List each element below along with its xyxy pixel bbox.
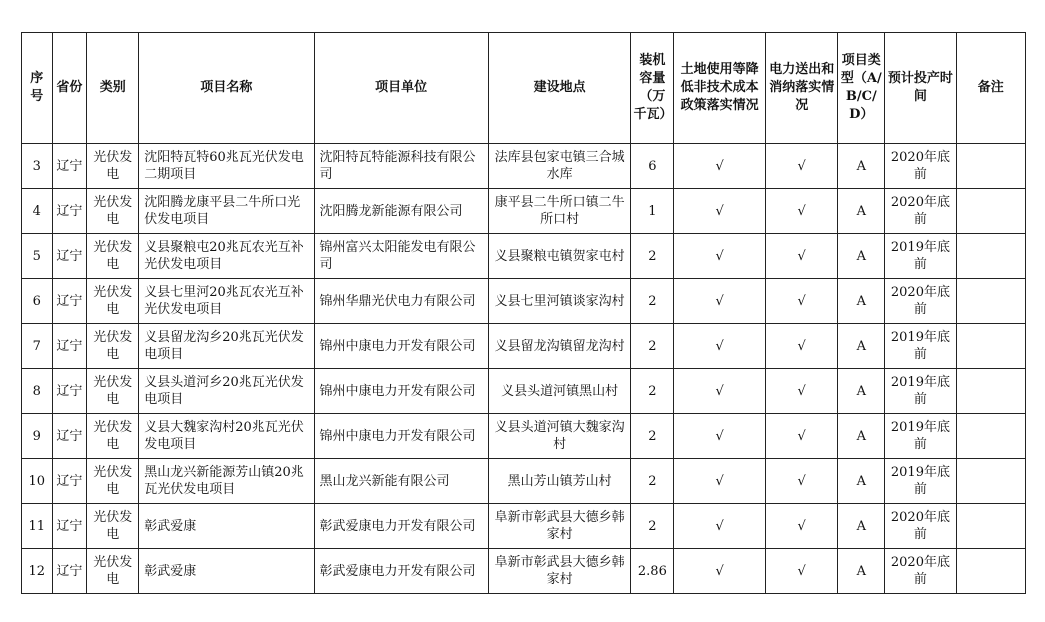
- header-land-policy: 土地使用等降低非技术成本政策落实情况: [674, 33, 766, 144]
- cell-land-policy: √: [674, 549, 766, 594]
- table-row: [22, 504, 1026, 549]
- cell-category: 光伏发电: [87, 459, 139, 504]
- cell-note: [956, 504, 1025, 549]
- cell-name: 义县留龙沟乡20兆瓦光伏发电项目: [139, 324, 314, 369]
- cell-time: 2019年底前: [885, 324, 956, 369]
- cell-type: A: [838, 369, 885, 414]
- cell-time: 2020年底前: [885, 504, 956, 549]
- cell-capacity: 2: [631, 414, 674, 459]
- table-row: [22, 189, 1026, 234]
- table-row: [22, 414, 1026, 459]
- header-type: 项目类型（A/B/C/D）: [838, 33, 885, 144]
- cell-location: 阜新市彰武县大德乡韩家村: [488, 549, 631, 594]
- cell-name: 黑山龙兴新能源芳山镇20兆瓦光伏发电项目: [139, 459, 314, 504]
- cell-capacity: 6: [631, 144, 674, 189]
- cell-note: [956, 324, 1025, 369]
- table-row: [22, 369, 1026, 414]
- cell-name: 沈阳特瓦特60兆瓦光伏发电二期项目: [139, 144, 314, 189]
- cell-land-policy: √: [674, 279, 766, 324]
- header-name: 项目名称: [139, 33, 314, 144]
- cell-power-delivery: √: [766, 279, 838, 324]
- cell-type: A: [838, 144, 885, 189]
- cell-power-delivery: √: [766, 369, 838, 414]
- table-row: [22, 279, 1026, 324]
- cell-location: 阜新市彰武县大德乡韩家村: [488, 504, 631, 549]
- cell-time: 2020年底前: [885, 144, 956, 189]
- cell-power-delivery: √: [766, 549, 838, 594]
- cell-seq: 6: [22, 279, 53, 324]
- cell-name: 彰武爱康: [139, 549, 314, 594]
- cell-province: 辽宁: [52, 279, 87, 324]
- header-time: 预计投产时间: [885, 33, 956, 144]
- cell-type: A: [838, 234, 885, 279]
- cell-seq: 11: [22, 504, 53, 549]
- cell-location: 义县聚粮屯镇贺家屯村: [488, 234, 631, 279]
- cell-note: [956, 459, 1025, 504]
- cell-time: 2020年底前: [885, 549, 956, 594]
- cell-province: 辽宁: [52, 144, 87, 189]
- header-province: 省份: [52, 33, 87, 144]
- cell-capacity: 2: [631, 504, 674, 549]
- cell-time: 2019年底前: [885, 414, 956, 459]
- cell-land-policy: √: [674, 459, 766, 504]
- cell-note: [956, 549, 1025, 594]
- cell-power-delivery: √: [766, 414, 838, 459]
- cell-land-policy: √: [674, 369, 766, 414]
- cell-capacity: 1: [631, 189, 674, 234]
- cell-seq: 5: [22, 234, 53, 279]
- header-category: 类别: [87, 33, 139, 144]
- header-note: 备注: [956, 33, 1025, 144]
- header-capacity: 装机容量（万千瓦）: [631, 33, 674, 144]
- cell-power-delivery: √: [766, 459, 838, 504]
- cell-category: 光伏发电: [87, 504, 139, 549]
- cell-type: A: [838, 504, 885, 549]
- cell-power-delivery: √: [766, 504, 838, 549]
- cell-type: A: [838, 459, 885, 504]
- cell-type: A: [838, 549, 885, 594]
- table-row: [22, 549, 1026, 594]
- cell-category: 光伏发电: [87, 189, 139, 234]
- cell-note: [956, 144, 1025, 189]
- cell-unit: 锦州中康电力开发有限公司: [314, 414, 488, 459]
- cell-power-delivery: √: [766, 144, 838, 189]
- cell-time: 2019年底前: [885, 234, 956, 279]
- cell-name: 彰武爱康: [139, 504, 314, 549]
- cell-note: [956, 414, 1025, 459]
- cell-location: 康平县二牛所口镇二牛所口村: [488, 189, 631, 234]
- cell-power-delivery: √: [766, 189, 838, 234]
- cell-unit: 彰武爱康电力开发有限公司: [314, 549, 488, 594]
- cell-seq: 3: [22, 144, 53, 189]
- project-table: [21, 32, 1026, 594]
- cell-location: 法库县包家屯镇三合城水库: [488, 144, 631, 189]
- cell-name: 沈阳腾龙康平县二牛所口光伏发电项目: [139, 189, 314, 234]
- cell-location: 黑山芳山镇芳山村: [488, 459, 631, 504]
- cell-province: 辽宁: [52, 504, 87, 549]
- cell-unit: 黑山龙兴新能有限公司: [314, 459, 488, 504]
- cell-note: [956, 189, 1025, 234]
- cell-category: 光伏发电: [87, 279, 139, 324]
- cell-location: 义县留龙沟镇留龙沟村: [488, 324, 631, 369]
- cell-province: 辽宁: [52, 234, 87, 279]
- cell-category: 光伏发电: [87, 369, 139, 414]
- cell-unit: 锦州中康电力开发有限公司: [314, 369, 488, 414]
- cell-location: 义县七里河镇谈家沟村: [488, 279, 631, 324]
- cell-category: 光伏发电: [87, 144, 139, 189]
- header-row: [22, 33, 1026, 144]
- header-power-delivery: 电力送出和消纳落实情况: [766, 33, 838, 144]
- cell-capacity: 2: [631, 369, 674, 414]
- cell-capacity: 2: [631, 459, 674, 504]
- header-location: 建设地点: [488, 33, 631, 144]
- table-row: [22, 459, 1026, 504]
- cell-type: A: [838, 414, 885, 459]
- cell-unit: 沈阳腾龙新能源有限公司: [314, 189, 488, 234]
- cell-note: [956, 234, 1025, 279]
- cell-land-policy: √: [674, 324, 766, 369]
- cell-capacity: 2: [631, 234, 674, 279]
- cell-location: 义县头道河镇大魏家沟村: [488, 414, 631, 459]
- cell-name: 义县七里河20兆瓦农光互补光伏发电项目: [139, 279, 314, 324]
- header-unit: 项目单位: [314, 33, 488, 144]
- cell-capacity: 2: [631, 279, 674, 324]
- cell-note: [956, 369, 1025, 414]
- cell-location: 义县头道河镇黑山村: [488, 369, 631, 414]
- header-seq: 序号: [22, 33, 53, 144]
- cell-seq: 10: [22, 459, 53, 504]
- cell-land-policy: √: [674, 504, 766, 549]
- cell-seq: 7: [22, 324, 53, 369]
- cell-time: 2020年底前: [885, 189, 956, 234]
- cell-type: A: [838, 189, 885, 234]
- cell-category: 光伏发电: [87, 324, 139, 369]
- cell-capacity: 2: [631, 324, 674, 369]
- cell-name: 义县大魏家沟村20兆瓦光伏发电项目: [139, 414, 314, 459]
- cell-power-delivery: √: [766, 324, 838, 369]
- cell-power-delivery: √: [766, 234, 838, 279]
- cell-land-policy: √: [674, 144, 766, 189]
- cell-province: 辽宁: [52, 414, 87, 459]
- table-row: [22, 144, 1026, 189]
- cell-unit: 锦州华鼎光伏电力有限公司: [314, 279, 488, 324]
- cell-province: 辽宁: [52, 324, 87, 369]
- cell-province: 辽宁: [52, 369, 87, 414]
- cell-unit: 沈阳特瓦特能源科技有限公司: [314, 144, 488, 189]
- cell-province: 辽宁: [52, 549, 87, 594]
- table-row: [22, 324, 1026, 369]
- cell-category: 光伏发电: [87, 414, 139, 459]
- cell-seq: 9: [22, 414, 53, 459]
- cell-land-policy: √: [674, 414, 766, 459]
- cell-province: 辽宁: [52, 189, 87, 234]
- cell-unit: 锦州中康电力开发有限公司: [314, 324, 488, 369]
- cell-name: 义县聚粮屯20兆瓦农光互补光伏发电项目: [139, 234, 314, 279]
- cell-name: 义县头道河乡20兆瓦光伏发电项目: [139, 369, 314, 414]
- cell-land-policy: √: [674, 189, 766, 234]
- cell-seq: 12: [22, 549, 53, 594]
- cell-time: 2019年底前: [885, 459, 956, 504]
- cell-province: 辽宁: [52, 459, 87, 504]
- cell-type: A: [838, 324, 885, 369]
- cell-unit: 锦州富兴太阳能发电有限公司: [314, 234, 488, 279]
- cell-type: A: [838, 279, 885, 324]
- cell-time: 2020年底前: [885, 279, 956, 324]
- table-row: [22, 234, 1026, 279]
- cell-category: 光伏发电: [87, 549, 139, 594]
- cell-time: 2019年底前: [885, 369, 956, 414]
- cell-capacity: 2.86: [631, 549, 674, 594]
- cell-note: [956, 279, 1025, 324]
- cell-category: 光伏发电: [87, 234, 139, 279]
- cell-seq: 4: [22, 189, 53, 234]
- cell-land-policy: √: [674, 234, 766, 279]
- cell-unit: 彰武爱康电力开发有限公司: [314, 504, 488, 549]
- cell-seq: 8: [22, 369, 53, 414]
